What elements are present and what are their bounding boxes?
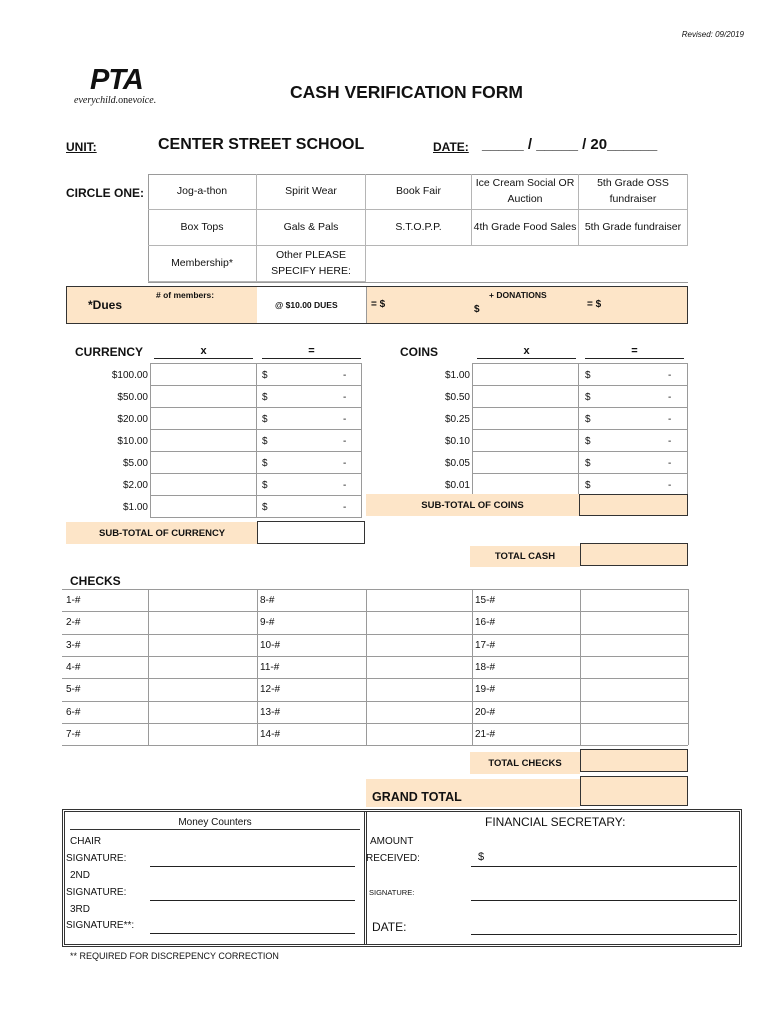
currency-count-input[interactable] [150,430,257,452]
coin-total-cell [579,474,688,496]
check-number-label: 7-# [66,728,81,740]
chair-label: CHAIR [70,836,102,847]
currency-denomination: $2.00 [122,479,148,491]
coin-denomination: $0.50 [444,391,470,403]
event-option[interactable]: S.T.O.P.P. [366,210,472,246]
second-signature-line[interactable] [150,900,355,901]
currency-dash: - [343,435,347,447]
coin-dollar-sign: $ [585,369,591,381]
fs-date-label: DATE: [372,920,407,934]
pta-logo [74,66,184,110]
donations-dollar: $ [474,304,480,315]
check-number-label: 5-# [66,683,81,695]
unit-value[interactable]: CENTER STREET SCHOOL [158,136,365,153]
currency-count-input[interactable] [150,496,257,518]
currency-count-input[interactable] [150,452,257,474]
currency-count-input[interactable] [150,408,257,430]
second-label: 2ND [70,870,91,881]
check-amount-input[interactable] [149,701,256,723]
currency-eq-header: = [262,345,361,359]
coin-count-input[interactable] [472,364,579,386]
coin-denomination: $0.25 [444,413,470,425]
fs-signature-label: SIGNATURE: [369,888,415,897]
coin-total-cell [579,452,688,474]
check-number-label: 13-# [260,706,281,718]
footnote: ** REQUIRED FOR DISCREPENCY CORRECTION [70,951,279,961]
dues-total-equals: = $ [587,299,602,310]
check-amount-input[interactable] [149,611,256,633]
check-amount-input[interactable] [581,723,687,745]
table-line [688,589,689,745]
coin-count-input[interactable] [472,474,579,496]
currency-dollar-sign: $ [262,413,268,425]
coin-denomination: $0.10 [444,435,470,447]
total-cash-label: TOTAL CASH [470,546,580,567]
currency-dash: - [343,391,347,403]
check-number-label: 14-# [260,728,281,740]
check-amount-input[interactable] [367,611,471,633]
currency-denomination: $1.00 [122,501,148,513]
coin-count-input[interactable] [472,386,579,408]
coin-count-input[interactable] [472,408,579,430]
coin-total-cell [579,364,688,386]
date-label: DATE: [433,140,469,154]
dues-equals: = $ [371,299,386,310]
check-number-label: 2-# [66,616,81,628]
check-number-label: 6-# [66,706,81,718]
currency-denomination: $5.00 [122,457,148,469]
unit-label: UNIT: [66,140,97,154]
check-number-label: 19-# [475,683,496,695]
check-amount-input[interactable] [367,723,471,745]
third-signature-label: SIGNATURE**: [66,920,135,931]
check-amount-input[interactable] [149,678,256,700]
subtotal-currency-box[interactable] [257,521,365,544]
check-amount-input[interactable] [367,701,471,723]
table-line [257,589,258,745]
total-checks-label: TOTAL CHECKS [470,752,580,774]
event-option[interactable]: 5th Grade fundraiser [579,210,688,246]
currency-dollar-sign: $ [262,369,268,381]
currency-x-header: x [154,345,253,359]
coin-denomination: $1.00 [444,369,470,381]
received-dollar: $ [478,851,485,863]
event-option[interactable]: Membership* [148,246,257,282]
check-amount-input[interactable] [581,701,687,723]
event-option[interactable]: Spirit Wear [257,174,366,210]
coin-dollar-sign: $ [585,413,591,425]
pta-logo-mark: PTA [90,64,143,96]
fs-date-line[interactable] [471,934,737,935]
coin-dash: - [668,413,672,425]
coin-total-cell [579,430,688,452]
event-option[interactable]: Jog-a-thon [148,174,257,210]
event-option[interactable]: Ice Cream Social OR Auction [472,174,579,210]
check-number-label: 8-# [260,594,275,606]
coins-x-header: x [477,345,576,359]
form-title: CASH VERIFICATION FORM [290,82,524,102]
check-amount-input[interactable] [581,589,687,611]
check-number-label: 4-# [66,661,81,673]
currency-denomination: $50.00 [117,391,148,403]
grand-total-box[interactable] [580,776,688,806]
dues-amount-input[interactable] [366,287,367,323]
table-line [62,745,688,746]
currency-dash: - [343,457,347,469]
received-label: RECEIVED: [366,853,420,864]
event-option[interactable]: Other PLEASE SPECIFY HERE: [257,246,366,282]
currency-count-input[interactable] [150,364,257,386]
coin-dollar-sign: $ [585,457,591,469]
coin-dollar-sign: $ [585,435,591,447]
check-number-label: 3-# [66,639,81,651]
event-option[interactable]: 4th Grade Food Sales [472,210,579,246]
coin-dash: - [668,479,672,491]
check-amount-input[interactable] [149,634,256,656]
check-number-label: 18-# [475,661,496,673]
circle-one-label: CIRCLE ONE: [66,186,144,200]
coin-denomination: $0.05 [444,457,470,469]
coins-eq-header: = [585,345,684,359]
third-label: 3RD [70,904,91,915]
currency-count-input[interactable] [150,386,257,408]
currency-dollar-sign: $ [262,479,268,491]
subtotal-coins-label: SUB-TOTAL OF COINS [366,494,579,516]
financial-secretary-label: FINANCIAL SECRETARY: [485,815,626,829]
event-option[interactable]: Gals & Pals [257,210,366,246]
check-number-label: 20-# [475,706,496,718]
check-amount-input[interactable] [367,678,471,700]
coin-dollar-sign: $ [585,391,591,403]
check-amount-input[interactable] [149,656,256,678]
currency-count-input[interactable] [150,474,257,496]
check-amount-input[interactable] [581,611,687,633]
check-number-label: 17-# [475,639,496,651]
check-amount-input[interactable] [367,589,471,611]
event-option[interactable]: Box Tops [148,210,257,246]
total-cash-box[interactable] [580,543,688,566]
coins-label: COINS [400,345,439,359]
donations-label: + DONATIONS [489,290,547,300]
dues-members-label: # of members: [156,290,215,300]
pta-logo-tagline: everychild.onevoice. [74,95,157,106]
checks-label: CHECKS [70,574,121,588]
event-option[interactable]: 5th Grade OSS fundraiser [579,174,688,210]
coin-dollar-sign: $ [585,479,591,491]
currency-dash: - [343,369,347,381]
check-amount-input[interactable] [581,656,687,678]
dues-label: *Dues [88,298,123,312]
signature-divider [364,811,367,945]
check-number-label: 1-# [66,594,81,606]
check-number-label: 16-# [475,616,496,628]
amount-received-line[interactable] [471,866,737,867]
chair-signature-line[interactable] [150,866,355,867]
subtotal-currency-label: SUB-TOTAL OF CURRENCY [66,522,257,544]
coin-total-cell [579,408,688,430]
check-amount-input[interactable] [149,589,256,611]
check-number-label: 15-# [475,594,496,606]
coin-dash: - [668,435,672,447]
amount-label: AMOUNT [370,836,414,847]
check-amount-input[interactable] [581,678,687,700]
currency-dollar-sign: $ [262,501,268,513]
currency-dash: - [343,413,347,425]
coin-count-input[interactable] [472,452,579,474]
currency-denomination: $10.00 [117,435,148,447]
currency-denomination: $100.00 [111,369,148,381]
second-signature-label: SIGNATURE: [66,887,127,898]
currency-dollar-sign: $ [262,435,268,447]
subtotal-coins-box[interactable] [579,494,688,516]
table-line [472,589,473,745]
check-number-label: 21-# [475,728,496,740]
check-amount-input[interactable] [367,656,471,678]
chair-signature-label: SIGNATURE: [66,853,127,864]
check-number-label: 9-# [260,616,275,628]
check-amount-input[interactable] [149,723,256,745]
check-amount-input[interactable] [367,634,471,656]
third-signature-line[interactable] [150,933,355,934]
currency-dollar-sign: $ [262,457,268,469]
total-checks-box[interactable] [580,749,688,772]
coin-count-input[interactable] [472,430,579,452]
event-other-specify-field[interactable] [366,246,688,282]
currency-label: CURRENCY [75,345,144,359]
check-number-label: 12-# [260,683,281,695]
date-field[interactable]: _____ / _____ / 20______ [482,136,658,153]
dues-rate: @ $10.00 DUES [275,300,338,310]
check-number-label: 10-# [260,639,281,651]
money-counters-label: Money Counters [70,817,360,830]
check-number-label: 11-# [260,661,280,673]
coin-dash: - [668,391,672,403]
currency-denomination: $20.00 [117,413,148,425]
check-amount-input[interactable] [581,634,687,656]
fs-signature-line[interactable] [471,900,737,901]
coin-denomination: $0.01 [444,479,470,491]
currency-dash: - [343,479,347,491]
revised-date: Revised: 09/2019 [681,30,744,39]
coin-dash: - [668,457,672,469]
coin-dash: - [668,369,672,381]
currency-dollar-sign: $ [262,391,268,403]
grand-total-label: GRAND TOTAL [366,779,580,807]
currency-dash: - [343,501,347,513]
event-option[interactable]: Book Fair [366,174,472,210]
coin-total-cell [579,386,688,408]
